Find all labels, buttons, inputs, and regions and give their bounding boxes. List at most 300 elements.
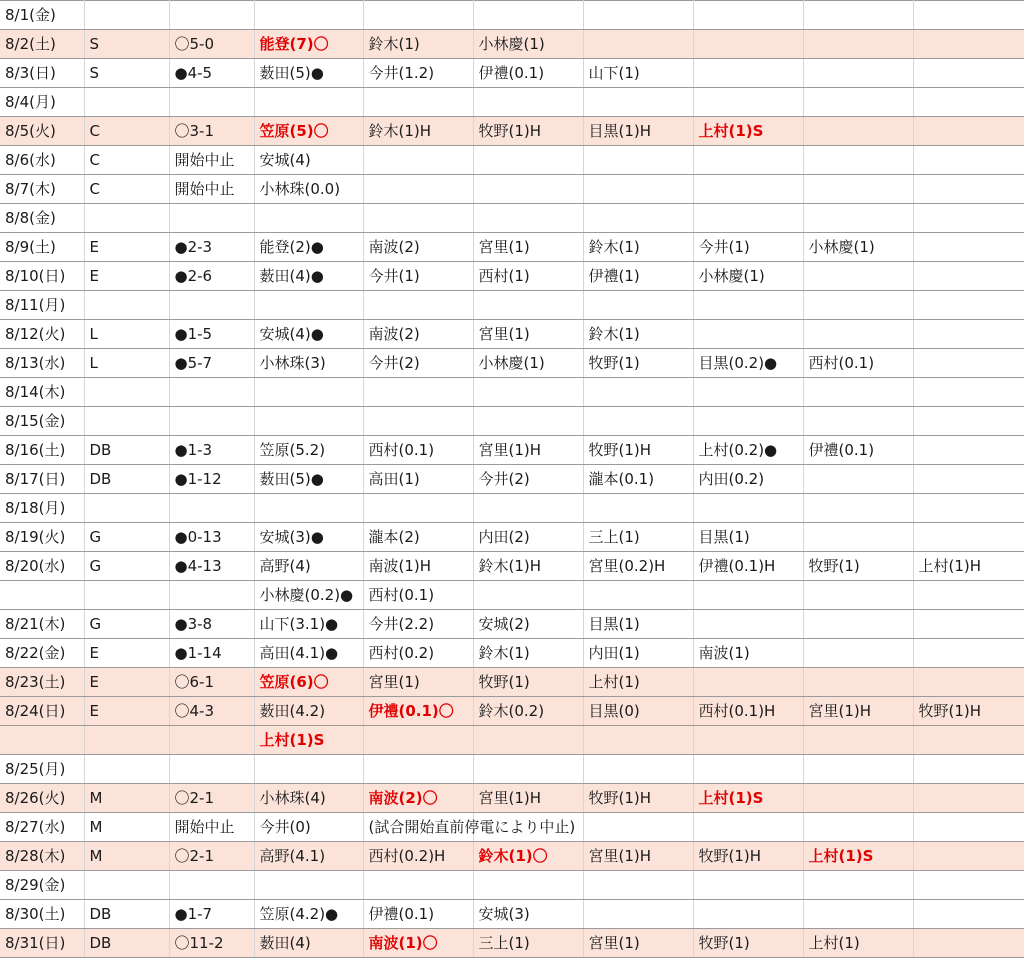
- reliever-1-cell[interactable]: [363, 697, 473, 726]
- reliever-5-cell[interactable]: [803, 30, 913, 59]
- date-cell[interactable]: [0, 871, 84, 900]
- date-cell[interactable]: [0, 349, 84, 378]
- starter-cell[interactable]: [254, 262, 363, 291]
- reliever-1-cell[interactable]: [363, 291, 473, 320]
- starter-cell[interactable]: [254, 378, 363, 407]
- reliever-3-cell[interactable]: [583, 871, 693, 900]
- date-cell[interactable]: [0, 668, 84, 697]
- reliever-3-cell[interactable]: [583, 494, 693, 523]
- opponent-cell[interactable]: [84, 523, 169, 552]
- reliever-3-cell[interactable]: [583, 784, 693, 813]
- reliever-4-cell[interactable]: [693, 407, 803, 436]
- reliever-6-cell[interactable]: [913, 581, 1024, 610]
- date-cell[interactable]: [0, 30, 84, 59]
- starter-cell[interactable]: [254, 755, 363, 784]
- starter-cell[interactable]: [254, 552, 363, 581]
- date-cell[interactable]: [0, 1, 84, 30]
- starter-cell[interactable]: [254, 233, 363, 262]
- reliever-3-cell[interactable]: [583, 1, 693, 30]
- reliever-3-cell[interactable]: [583, 59, 693, 88]
- reliever-6-cell[interactable]: [913, 523, 1024, 552]
- reliever-5-cell[interactable]: [803, 552, 913, 581]
- reliever-4-cell[interactable]: [693, 117, 803, 146]
- reliever-5-cell[interactable]: [803, 523, 913, 552]
- reliever-5-cell[interactable]: [803, 262, 913, 291]
- reliever-2-cell[interactable]: [473, 697, 583, 726]
- reliever-5-cell[interactable]: [803, 175, 913, 204]
- reliever-3-cell[interactable]: [583, 610, 693, 639]
- reliever-2-cell[interactable]: [473, 726, 583, 755]
- opponent-cell[interactable]: [84, 900, 169, 929]
- reliever-4-cell[interactable]: [693, 30, 803, 59]
- reliever-2-cell[interactable]: [473, 842, 583, 871]
- reliever-1-cell[interactable]: [363, 233, 473, 262]
- reliever-6-cell[interactable]: [913, 349, 1024, 378]
- opponent-cell[interactable]: [84, 842, 169, 871]
- reliever-1-cell[interactable]: [363, 726, 473, 755]
- date-cell[interactable]: [0, 465, 84, 494]
- result-cell[interactable]: [169, 610, 254, 639]
- reliever-4-cell[interactable]: [693, 88, 803, 117]
- starter-cell[interactable]: [254, 581, 363, 610]
- result-cell[interactable]: [169, 117, 254, 146]
- reliever-2-cell[interactable]: [473, 349, 583, 378]
- date-cell[interactable]: [0, 813, 84, 842]
- starter-cell[interactable]: [254, 494, 363, 523]
- reliever-4-cell[interactable]: [693, 900, 803, 929]
- reliever-3-cell[interactable]: [583, 262, 693, 291]
- starter-cell[interactable]: [254, 523, 363, 552]
- reliever-5-cell[interactable]: [803, 726, 913, 755]
- starter-cell[interactable]: [254, 117, 363, 146]
- reliever-5-cell[interactable]: [803, 784, 913, 813]
- reliever-4-cell[interactable]: [693, 581, 803, 610]
- reliever-3-cell[interactable]: [583, 146, 693, 175]
- opponent-cell[interactable]: [84, 262, 169, 291]
- reliever-4-cell[interactable]: [693, 610, 803, 639]
- result-cell[interactable]: [169, 871, 254, 900]
- opponent-cell[interactable]: [84, 871, 169, 900]
- reliever-5-cell[interactable]: [803, 581, 913, 610]
- reliever-5-cell[interactable]: [803, 291, 913, 320]
- date-cell[interactable]: [0, 204, 84, 233]
- reliever-1-cell[interactable]: [363, 900, 473, 929]
- reliever-2-cell[interactable]: [473, 30, 583, 59]
- reliever-6-cell[interactable]: [913, 291, 1024, 320]
- opponent-cell[interactable]: [84, 88, 169, 117]
- starter-cell[interactable]: [254, 813, 363, 842]
- reliever-1-cell[interactable]: [363, 204, 473, 233]
- date-cell[interactable]: [0, 900, 84, 929]
- reliever-6-cell[interactable]: [913, 175, 1024, 204]
- date-cell[interactable]: [0, 59, 84, 88]
- date-cell[interactable]: [0, 755, 84, 784]
- reliever-3-cell[interactable]: [583, 291, 693, 320]
- reliever-1-cell[interactable]: [363, 581, 473, 610]
- reliever-3-cell[interactable]: [583, 30, 693, 59]
- reliever-5-cell[interactable]: [803, 639, 913, 668]
- reliever-2-cell[interactable]: [473, 900, 583, 929]
- date-cell[interactable]: [0, 175, 84, 204]
- reliever-3-cell[interactable]: [583, 175, 693, 204]
- reliever-6-cell[interactable]: [913, 88, 1024, 117]
- reliever-2-cell[interactable]: [473, 320, 583, 349]
- reliever-2-cell[interactable]: [473, 871, 583, 900]
- reliever-5-cell[interactable]: [803, 117, 913, 146]
- opponent-cell[interactable]: [84, 610, 169, 639]
- opponent-cell[interactable]: [84, 30, 169, 59]
- reliever-6-cell[interactable]: [913, 117, 1024, 146]
- date-cell[interactable]: [0, 697, 84, 726]
- reliever-2-cell[interactable]: [473, 465, 583, 494]
- result-cell[interactable]: [169, 581, 254, 610]
- reliever-3-cell[interactable]: [583, 552, 693, 581]
- starter-cell[interactable]: [254, 842, 363, 871]
- reliever-4-cell[interactable]: [693, 175, 803, 204]
- result-cell[interactable]: [169, 1, 254, 30]
- date-cell[interactable]: [0, 494, 84, 523]
- reliever-5-cell[interactable]: [803, 378, 913, 407]
- starter-cell[interactable]: [254, 349, 363, 378]
- reliever-2-cell[interactable]: [473, 146, 583, 175]
- reliever-6-cell[interactable]: [913, 668, 1024, 697]
- reliever-5-cell[interactable]: [803, 465, 913, 494]
- result-cell[interactable]: [169, 407, 254, 436]
- reliever-6-cell[interactable]: [913, 204, 1024, 233]
- result-cell[interactable]: [169, 465, 254, 494]
- starter-cell[interactable]: [254, 784, 363, 813]
- result-cell[interactable]: [169, 233, 254, 262]
- date-cell[interactable]: [0, 726, 84, 755]
- starter-cell[interactable]: [254, 1, 363, 30]
- reliever-3-cell[interactable]: [583, 233, 693, 262]
- reliever-5-cell[interactable]: [803, 900, 913, 929]
- reliever-3-cell[interactable]: [583, 755, 693, 784]
- reliever-5-cell[interactable]: [803, 813, 913, 842]
- opponent-cell[interactable]: [84, 755, 169, 784]
- opponent-cell[interactable]: [84, 668, 169, 697]
- reliever-4-cell[interactable]: [693, 871, 803, 900]
- result-cell[interactable]: [169, 639, 254, 668]
- reliever-6-cell[interactable]: [913, 929, 1024, 958]
- opponent-cell[interactable]: [84, 378, 169, 407]
- opponent-cell[interactable]: [84, 436, 169, 465]
- reliever-2-cell[interactable]: [473, 291, 583, 320]
- opponent-cell[interactable]: [84, 784, 169, 813]
- reliever-2-cell[interactable]: [473, 88, 583, 117]
- reliever-5-cell[interactable]: [803, 1, 913, 30]
- opponent-cell[interactable]: [84, 465, 169, 494]
- reliever-4-cell[interactable]: [693, 697, 803, 726]
- reliever-1-cell[interactable]: [363, 320, 473, 349]
- reliever-5-cell[interactable]: [803, 320, 913, 349]
- reliever-6-cell[interactable]: [913, 320, 1024, 349]
- opponent-cell[interactable]: [84, 1, 169, 30]
- reliever-3-cell[interactable]: [583, 523, 693, 552]
- opponent-cell[interactable]: [84, 407, 169, 436]
- result-cell[interactable]: [169, 900, 254, 929]
- reliever-6-cell[interactable]: [913, 30, 1024, 59]
- reliever-1-cell[interactable]: [363, 929, 473, 958]
- result-cell[interactable]: [169, 349, 254, 378]
- starter-cell[interactable]: [254, 407, 363, 436]
- reliever-1-cell[interactable]: [363, 639, 473, 668]
- reliever-3-cell[interactable]: [583, 900, 693, 929]
- starter-cell[interactable]: [254, 668, 363, 697]
- result-cell[interactable]: [169, 784, 254, 813]
- reliever-1-cell[interactable]: [363, 30, 473, 59]
- reliever-5-cell[interactable]: [803, 59, 913, 88]
- date-cell[interactable]: [0, 117, 84, 146]
- starter-cell[interactable]: [254, 320, 363, 349]
- starter-cell[interactable]: [254, 204, 363, 233]
- reliever-3-cell[interactable]: [583, 349, 693, 378]
- reliever-1-cell[interactable]: [363, 175, 473, 204]
- reliever-3-cell[interactable]: [583, 639, 693, 668]
- starter-cell[interactable]: [254, 59, 363, 88]
- opponent-cell[interactable]: [84, 552, 169, 581]
- reliever-1-cell[interactable]: [363, 494, 473, 523]
- reliever-2-cell[interactable]: [473, 262, 583, 291]
- reliever-1-cell[interactable]: [363, 88, 473, 117]
- reliever-2-cell[interactable]: [473, 929, 583, 958]
- reliever-3-cell[interactable]: [583, 378, 693, 407]
- reliever-4-cell[interactable]: [693, 378, 803, 407]
- result-cell[interactable]: [169, 813, 254, 842]
- reliever-2-cell[interactable]: [473, 755, 583, 784]
- result-cell[interactable]: [169, 204, 254, 233]
- opponent-cell[interactable]: [84, 726, 169, 755]
- reliever-4-cell[interactable]: [693, 755, 803, 784]
- reliever-2-cell[interactable]: [473, 581, 583, 610]
- reliever-3-cell[interactable]: [583, 697, 693, 726]
- reliever-4-cell[interactable]: [693, 349, 803, 378]
- date-cell[interactable]: [0, 581, 84, 610]
- reliever-1-cell[interactable]: [363, 465, 473, 494]
- reliever-5-cell[interactable]: [803, 349, 913, 378]
- result-cell[interactable]: [169, 523, 254, 552]
- reliever-5-cell[interactable]: [803, 233, 913, 262]
- result-cell[interactable]: [169, 378, 254, 407]
- reliever-3-cell[interactable]: [583, 204, 693, 233]
- reliever-5-cell[interactable]: [803, 204, 913, 233]
- reliever-1-cell[interactable]: [363, 668, 473, 697]
- date-cell[interactable]: [0, 291, 84, 320]
- reliever-6-cell[interactable]: [913, 378, 1024, 407]
- result-cell[interactable]: [169, 755, 254, 784]
- reliever-4-cell[interactable]: [693, 146, 803, 175]
- result-cell[interactable]: [169, 59, 254, 88]
- reliever-5-cell[interactable]: [803, 436, 913, 465]
- reliever-1-cell[interactable]: [363, 813, 576, 842]
- opponent-cell[interactable]: [84, 175, 169, 204]
- date-cell[interactable]: [0, 233, 84, 262]
- reliever-1-cell[interactable]: [363, 755, 473, 784]
- reliever-1-cell[interactable]: [363, 523, 473, 552]
- reliever-5-cell[interactable]: [803, 697, 913, 726]
- reliever-3-cell[interactable]: [583, 581, 693, 610]
- result-cell[interactable]: [169, 436, 254, 465]
- reliever-2-cell[interactable]: [473, 378, 583, 407]
- result-cell[interactable]: [169, 552, 254, 581]
- result-cell[interactable]: [169, 88, 254, 117]
- reliever-6-cell[interactable]: [913, 465, 1024, 494]
- reliever-5-cell[interactable]: [803, 88, 913, 117]
- reliever-2-cell[interactable]: [473, 1, 583, 30]
- starter-cell[interactable]: [254, 697, 363, 726]
- reliever-3-cell[interactable]: [583, 117, 693, 146]
- opponent-cell[interactable]: [84, 929, 169, 958]
- result-cell[interactable]: [169, 668, 254, 697]
- starter-cell[interactable]: [254, 465, 363, 494]
- reliever-1-cell[interactable]: [363, 784, 473, 813]
- reliever-4-cell[interactable]: [693, 639, 803, 668]
- result-cell[interactable]: [169, 842, 254, 871]
- reliever-4-cell[interactable]: [693, 291, 803, 320]
- reliever-1-cell[interactable]: [363, 146, 473, 175]
- reliever-5-cell[interactable]: [803, 494, 913, 523]
- reliever-1-cell[interactable]: [363, 871, 473, 900]
- reliever-6-cell[interactable]: [913, 59, 1024, 88]
- reliever-4-cell[interactable]: [693, 523, 803, 552]
- reliever-4-cell[interactable]: [693, 813, 803, 842]
- reliever-1-cell[interactable]: [363, 1, 473, 30]
- reliever-1-cell[interactable]: [363, 407, 473, 436]
- reliever-3-cell[interactable]: [583, 929, 693, 958]
- reliever-6-cell[interactable]: [913, 494, 1024, 523]
- starter-cell[interactable]: [254, 929, 363, 958]
- reliever-6-cell[interactable]: [913, 233, 1024, 262]
- starter-cell[interactable]: [254, 871, 363, 900]
- reliever-6-cell[interactable]: [913, 900, 1024, 929]
- reliever-6-cell[interactable]: [913, 755, 1024, 784]
- reliever-6-cell[interactable]: [913, 726, 1024, 755]
- reliever-5-cell[interactable]: [803, 871, 913, 900]
- reliever-4-cell[interactable]: [693, 784, 803, 813]
- starter-cell[interactable]: [254, 30, 363, 59]
- reliever-5-cell[interactable]: [803, 842, 913, 871]
- result-cell[interactable]: [169, 726, 254, 755]
- reliever-2-cell[interactable]: [473, 784, 583, 813]
- reliever-2-cell[interactable]: [473, 639, 583, 668]
- reliever-4-cell[interactable]: [693, 204, 803, 233]
- reliever-3-cell[interactable]: [583, 88, 693, 117]
- reliever-6-cell[interactable]: [913, 697, 1024, 726]
- starter-cell[interactable]: [254, 175, 363, 204]
- date-cell[interactable]: [0, 610, 84, 639]
- date-cell[interactable]: [0, 436, 84, 465]
- reliever-6-cell[interactable]: [913, 610, 1024, 639]
- reliever-4-cell[interactable]: [693, 552, 803, 581]
- reliever-6-cell[interactable]: [913, 871, 1024, 900]
- opponent-cell[interactable]: [84, 233, 169, 262]
- result-cell[interactable]: [169, 929, 254, 958]
- reliever-1-cell[interactable]: [363, 378, 473, 407]
- reliever-3-cell[interactable]: [583, 813, 693, 842]
- opponent-cell[interactable]: [84, 146, 169, 175]
- starter-cell[interactable]: [254, 726, 363, 755]
- starter-cell[interactable]: [254, 291, 363, 320]
- opponent-cell[interactable]: [84, 291, 169, 320]
- opponent-cell[interactable]: [84, 697, 169, 726]
- reliever-5-cell[interactable]: [803, 610, 913, 639]
- reliever-6-cell[interactable]: [913, 262, 1024, 291]
- reliever-6-cell[interactable]: [913, 407, 1024, 436]
- date-cell[interactable]: [0, 523, 84, 552]
- reliever-3-cell[interactable]: [583, 842, 693, 871]
- date-cell[interactable]: [0, 146, 84, 175]
- reliever-2-cell[interactable]: [473, 552, 583, 581]
- result-cell[interactable]: [169, 320, 254, 349]
- opponent-cell[interactable]: [84, 204, 169, 233]
- reliever-4-cell[interactable]: [693, 668, 803, 697]
- reliever-4-cell[interactable]: [693, 262, 803, 291]
- date-cell[interactable]: [0, 378, 84, 407]
- reliever-6-cell[interactable]: [913, 552, 1024, 581]
- reliever-2-cell[interactable]: [473, 494, 583, 523]
- date-cell[interactable]: [0, 929, 84, 958]
- starter-cell[interactable]: [254, 88, 363, 117]
- date-cell[interactable]: [0, 552, 84, 581]
- reliever-6-cell[interactable]: [913, 842, 1024, 871]
- reliever-2-cell[interactable]: [473, 59, 583, 88]
- reliever-2-cell[interactable]: [473, 233, 583, 262]
- reliever-4-cell[interactable]: [693, 494, 803, 523]
- reliever-2-cell[interactable]: [473, 436, 583, 465]
- result-cell[interactable]: [169, 291, 254, 320]
- reliever-4-cell[interactable]: [693, 233, 803, 262]
- reliever-4-cell[interactable]: [693, 1, 803, 30]
- reliever-3-cell[interactable]: [583, 407, 693, 436]
- reliever-4-cell[interactable]: [693, 320, 803, 349]
- reliever-2-cell[interactable]: [473, 204, 583, 233]
- date-cell[interactable]: [0, 262, 84, 291]
- reliever-6-cell[interactable]: [913, 813, 1024, 842]
- result-cell[interactable]: [169, 697, 254, 726]
- reliever-1-cell[interactable]: [363, 842, 473, 871]
- date-cell[interactable]: [0, 320, 84, 349]
- result-cell[interactable]: [169, 146, 254, 175]
- reliever-2-cell[interactable]: [473, 668, 583, 697]
- reliever-5-cell[interactable]: [803, 755, 913, 784]
- reliever-3-cell[interactable]: [583, 320, 693, 349]
- reliever-2-cell[interactable]: [473, 407, 583, 436]
- date-cell[interactable]: [0, 784, 84, 813]
- starter-cell[interactable]: [254, 639, 363, 668]
- reliever-6-cell[interactable]: [913, 436, 1024, 465]
- reliever-4-cell[interactable]: [693, 929, 803, 958]
- reliever-4-cell[interactable]: [693, 59, 803, 88]
- reliever-6-cell[interactable]: [913, 639, 1024, 668]
- reliever-2-cell[interactable]: [473, 610, 583, 639]
- opponent-cell[interactable]: [84, 320, 169, 349]
- starter-cell[interactable]: [254, 146, 363, 175]
- reliever-1-cell[interactable]: [363, 349, 473, 378]
- date-cell[interactable]: [0, 842, 84, 871]
- reliever-4-cell[interactable]: [693, 465, 803, 494]
- reliever-1-cell[interactable]: [363, 262, 473, 291]
- reliever-4-cell[interactable]: [693, 436, 803, 465]
- opponent-cell[interactable]: [84, 59, 169, 88]
- opponent-cell[interactable]: [84, 494, 169, 523]
- date-cell[interactable]: [0, 88, 84, 117]
- reliever-6-cell[interactable]: [913, 784, 1024, 813]
- starter-cell[interactable]: [254, 900, 363, 929]
- starter-cell[interactable]: [254, 436, 363, 465]
- reliever-3-cell[interactable]: [583, 668, 693, 697]
- result-cell[interactable]: [169, 262, 254, 291]
- reliever-5-cell[interactable]: [803, 146, 913, 175]
